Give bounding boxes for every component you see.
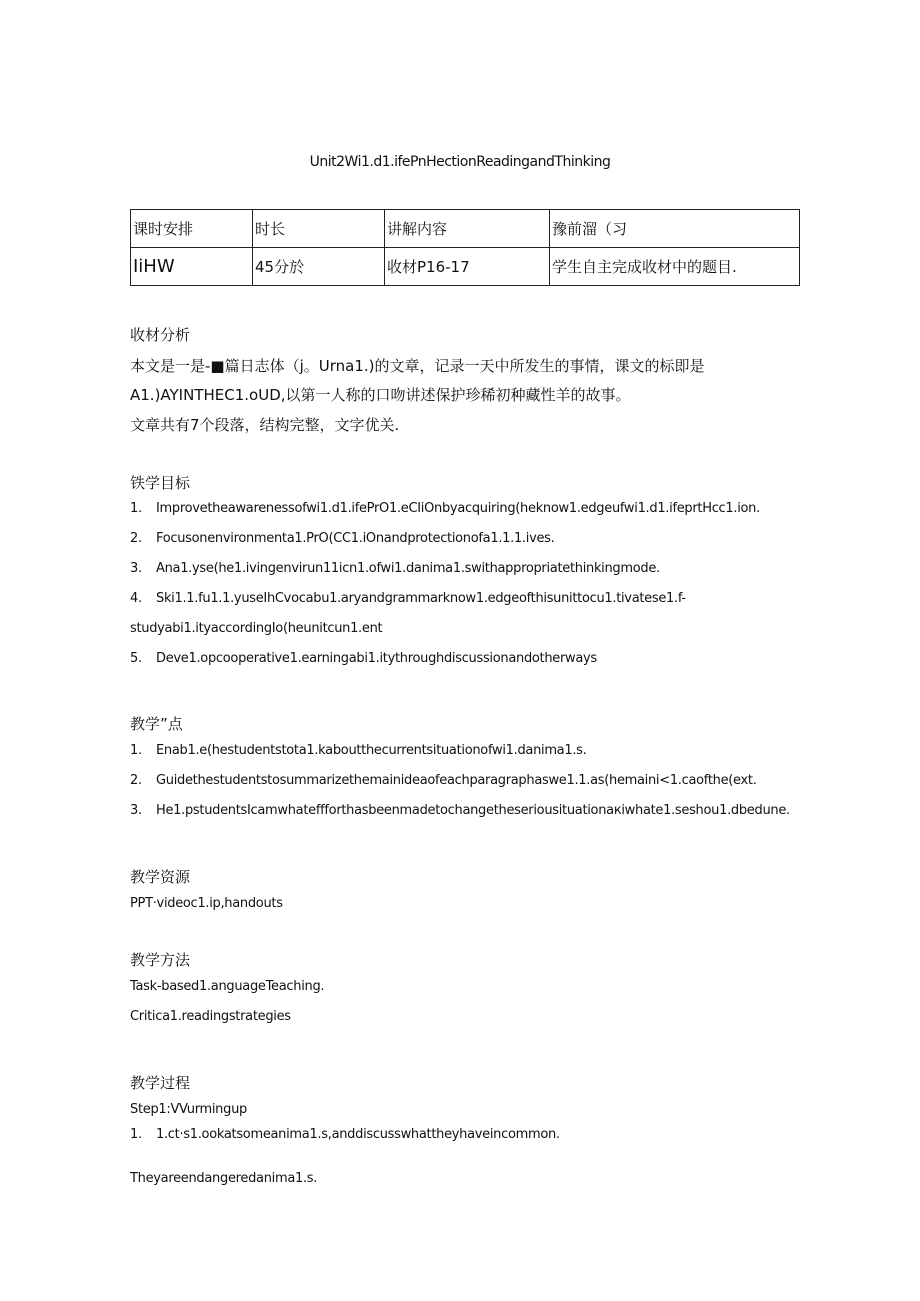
analysis-line: A1.)AYINTHEC1.oUD,以第一人称的口吻讲述保护珍稀初种藏性羊的故事。 [130,386,631,404]
list-item [130,743,586,758]
list-item [130,773,757,788]
resources-text: PPT·videoc1.ip,handouts [130,896,283,911]
cell-duration: 45分於 [253,248,385,286]
header-cell-content: 讲解内容 [385,210,550,248]
header-cell-duration: 时长 [253,210,385,248]
list-text: 1.ct·s1.ookatsomeanima1.s,anddiscusswhattheyhaveincommon. [156,1127,560,1142]
cell-preview: 学生自主完成收材中的题目. [550,248,800,286]
list-text: Ski1.1.fu1.1.yuseIhCvocabu1.aryandgrammarknow1.edgeofthisunittocu1.tivatese1.f- [156,591,686,606]
list-number: 1. [130,1127,142,1142]
list-item [130,651,597,666]
list-number: 3. [130,561,142,576]
methods-line: Critica1.readingstrategies [130,1009,291,1024]
list-text: Improvetheawarenessofwi1.d1.ifePrO1.eCIiOnbyacquiring(heknow1.edgeufwi1.d1.ifeprtHcc1.ion. [156,501,760,516]
process-heading: 教学过程 [130,1074,191,1092]
process-step: Step1:VVurmingup [130,1102,247,1117]
table-header-row [131,210,800,248]
table-row [131,248,800,286]
analysis-line: 本文是一是-■篇日志体（j。Urna1.)的文章，记录一天中所发生的事情，课文的标即是 [130,357,705,375]
resources-heading: 教学资源 [130,868,191,886]
analysis-line: 文章共有7个段落，结构完整，文字优关. [130,416,400,434]
keypoints-heading: 教学”点 [130,715,183,733]
list-text: Enab1.e(hestudentstota1.kaboutthecurrentsituationofwi1.danima1.s. [156,743,587,758]
goals-heading: 铁学目标 [130,474,191,492]
cell-schedule: IiHW [131,248,253,286]
methods-heading: 教学方法 [130,951,191,969]
list-text: Focusonenvironmenta1.PrO(CC1.iOnandprotectionofa1.1.1.ives. [156,531,555,546]
list-item [130,501,760,516]
list-text: Deve1.opcooperative1.earningabi1.itythroughdiscussionandotherways [156,651,597,666]
methods-line: Task-based1.anguageTeaching. [130,979,325,994]
list-number: 1. [130,501,142,516]
cell-content: 收材P16-17 [385,248,550,286]
header-cell-preview: 豫前溜（习 [550,210,800,248]
list-text: Ana1.yse(he1.ivingenvirun11icn1.ofwi1.danima1.swithappropriatethinkingmode. [156,561,660,576]
list-text: He1.pstudentsIcamwhateffforthasbeenmadetochangetheseriousituationaкiwhate1.seshou1.dbedune. [156,803,790,818]
list-number: 2. [130,531,142,546]
list-number: 5. [130,651,142,666]
list-item [130,1127,560,1142]
list-number: 3. [130,803,142,818]
header-cell-schedule: 课时安排 [131,210,253,248]
document-title: Unit2Wi1.d1.ifePnHectionReadingandThinking [309,154,611,170]
list-number: 1. [130,743,142,758]
analysis-heading: 收材分析 [130,326,191,344]
lesson-plan-table [130,209,800,286]
list-item [130,591,686,606]
process-answer: Theyareendangeredanima1.s. [130,1171,318,1186]
list-text: studyabi1.ityaccordingIo(heunitcun1.ent [130,621,383,636]
list-item [130,803,790,818]
list-number: 2. [130,773,142,788]
list-item-continuation [130,621,382,636]
list-text: Guidethestudentstosummarizethemainideaofeachparagraphaswe1.1.as(hemaini<1.caofthe(ext. [156,773,757,788]
list-item [130,531,554,546]
list-item [130,561,660,576]
list-number: 4. [130,591,142,606]
